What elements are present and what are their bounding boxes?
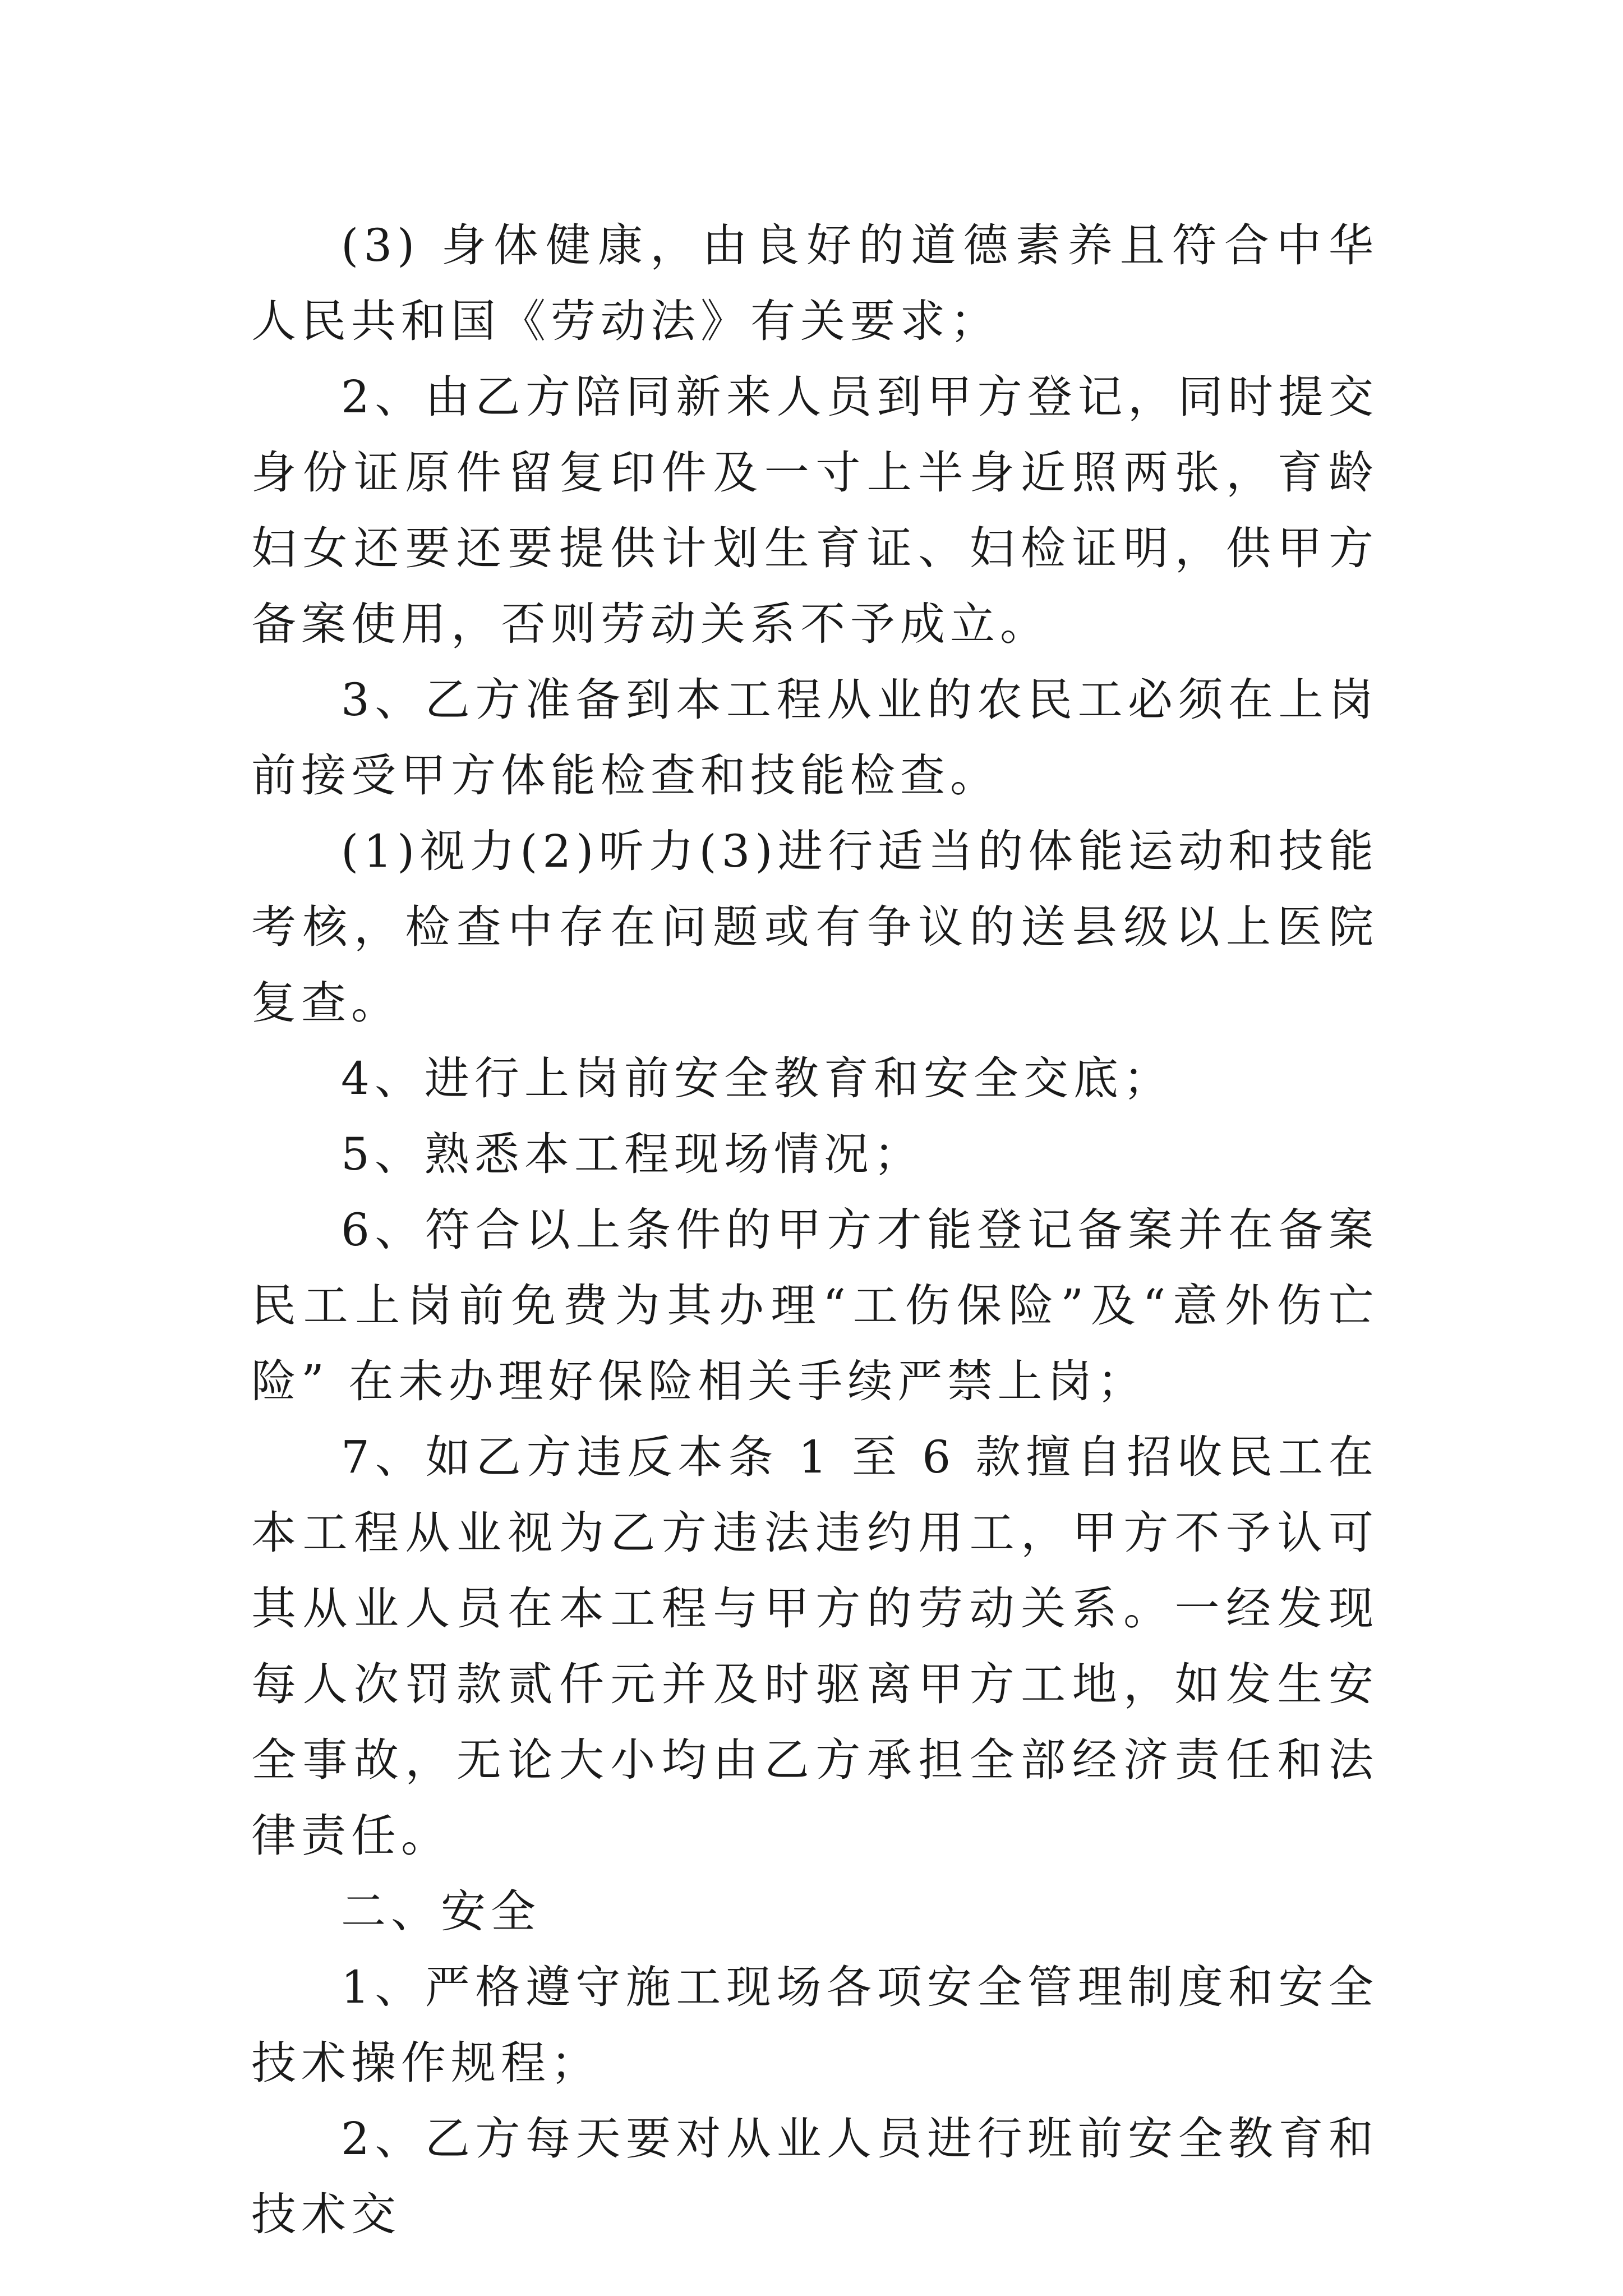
paragraph-insurance: 6、符合以上条件的甲方才能登记备案并在备案民工上岗前免费为其办理“工伤保险”及“意外伤亡险” 在未办理好保险相关手续严禁上岗； bbox=[251, 1204, 1378, 1407]
paragraph-health-requirement: (3) 身体健康，由良好的道德素养且符合中华人民共和国《劳动法》有关要求； bbox=[251, 219, 1378, 347]
section-heading-safety: 二、安全 bbox=[341, 1885, 541, 1938]
paragraph-pre-job-check: 3、乙方准备到本工程从业的农民工必须在上岗前接受甲方体能检查和技能检查。 bbox=[251, 674, 1378, 802]
paragraph-violation-penalty: 7、如乙方违反本条 1 至 6 款擅自招收民工在本工程从业视为乙方违法违约用工，甲方不予认可其从业人员在本工程与甲方的劳动关系。一经发现每人次罚款贰仟元并及时驱离甲方工地，如发生安全事故，无论大小均由乙方承担全部经济责任和法律责任。 bbox=[251, 1431, 1378, 1862]
paragraph-site-familiarity: 5、熟悉本工程现场情况； bbox=[341, 1128, 924, 1180]
paragraph-safety-rules: 1、严格遵守施工现场各项安全管理制度和安全技术操作规程； bbox=[251, 1961, 1378, 2089]
paragraph-registration: 2、由乙方陪同新来人员到甲方登记，同时提交身份证原件留复印件及一寸上半身近照两张，育龄妇女还要还要提供计划生育证、妇检证明，供甲方备案使用，否则劳动关系不予成立。 bbox=[251, 371, 1378, 650]
paragraph-daily-briefing: 2、乙方每天要对从业人员进行班前安全教育和技术交 bbox=[251, 2113, 1378, 2240]
document-body bbox=[251, 208, 1378, 2252]
paragraph-safety-education: 4、进行上岗前安全教育和安全交底； bbox=[341, 1052, 1173, 1105]
paragraph-check-items: (1)视力(2)听力(3)进行适当的体能运动和技能考核，检查中存在问题或有争议的送县级以上医院复查。 bbox=[251, 825, 1378, 1029]
